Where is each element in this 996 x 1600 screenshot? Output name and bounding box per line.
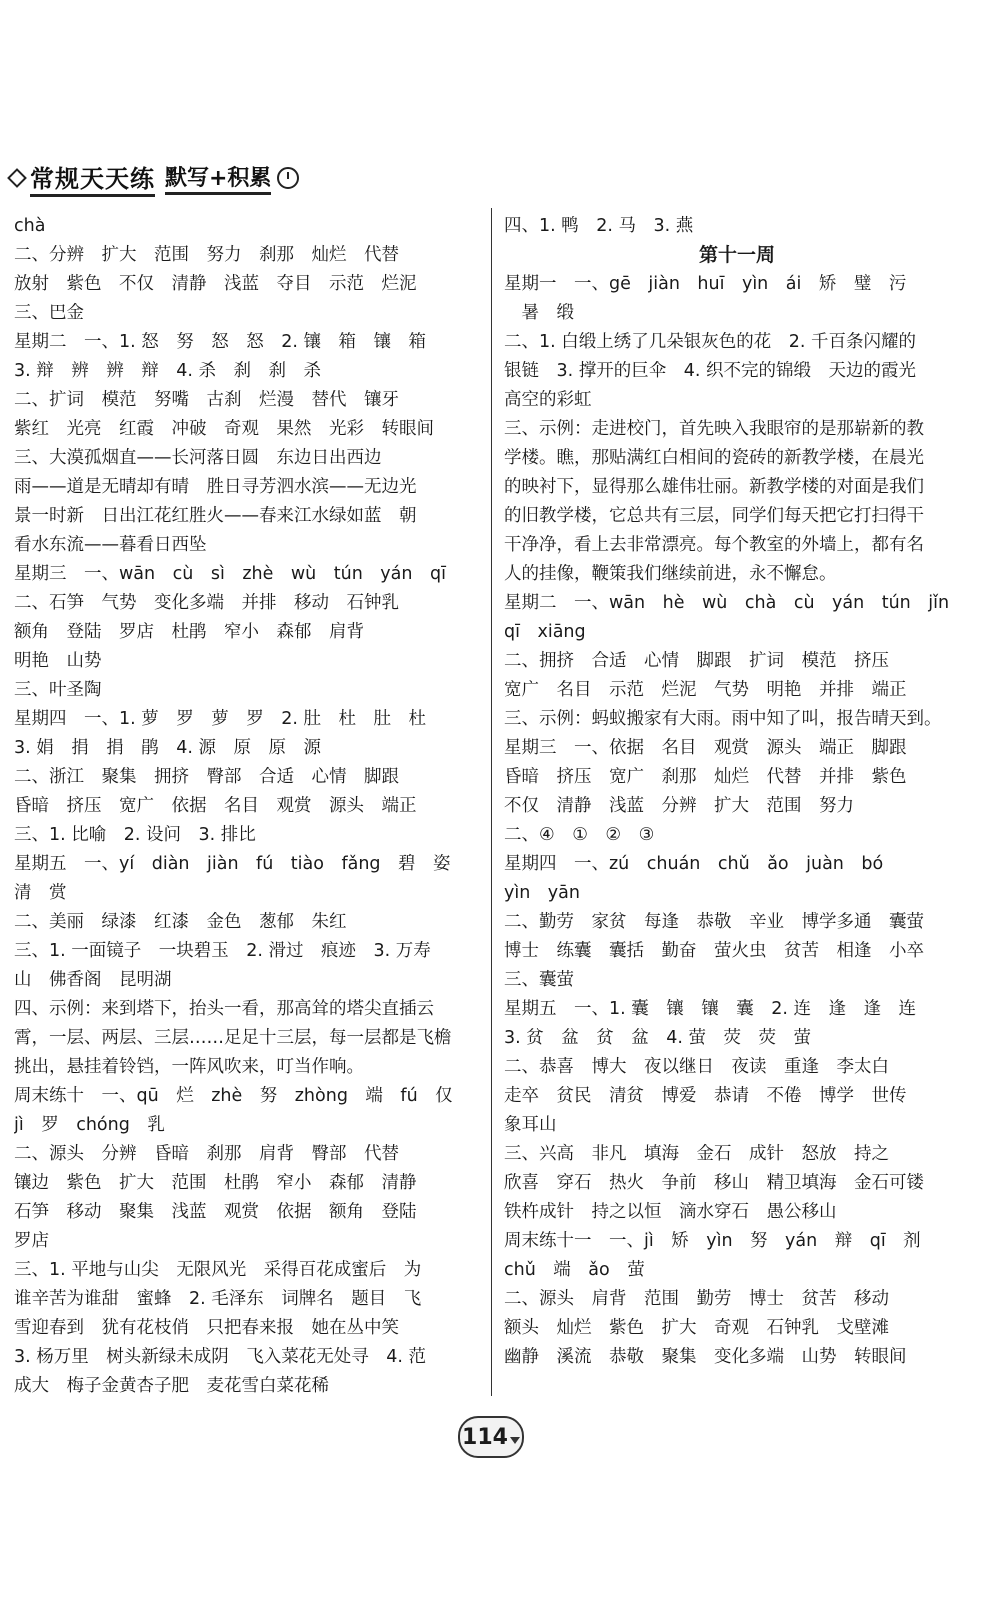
answer-line: 挑出，悬挂着铃铛，一阵风吹来，叮当作响。	[14, 1057, 364, 1077]
answer-line: 干净净，看上去非常漂亮。每个教室的外墙上，都有名	[504, 535, 924, 555]
answer-line: 暑 缎	[504, 303, 574, 323]
banner-title: 常规天天练	[30, 159, 155, 197]
answer-line: 昏暗 挤压 宽广 刹那 灿烂 代替 并排 紫色	[504, 767, 907, 787]
answer-line: 罗店	[14, 1231, 49, 1251]
answer-line: 二、美丽 绿漆 红漆 金色 葱郁 朱红	[14, 912, 347, 932]
answer-line: 二、恭喜 博大 夜以继日 夜读 重逢 李太白	[504, 1057, 889, 1077]
answer-line: 的旧教学楼，它总共有三层，同学们每天把它打扫得干	[504, 506, 924, 526]
answer-line: 额头 灿烂 紫色 扩大 奇观 石钟乳 戈壁滩	[504, 1318, 889, 1338]
answer-line: 石笋 移动 聚集 浅蓝 观赏 依据 额角 登陆	[14, 1202, 417, 1222]
answer-line: 清 赏	[14, 883, 67, 903]
answer-line: 霄，一层、两层、三层……足足十三层，每一层都是飞檐	[14, 1028, 452, 1048]
clock-icon	[277, 167, 299, 189]
answer-line: 雨——道是无晴却有晴 胜日寻芳泗水滨——无边光	[14, 477, 417, 497]
answer-line: 银链 3. 撑开的巨伞 4. 织不完的锦缎 天边的霞光	[504, 361, 917, 381]
answer-line: 不仅 清静 浅蓝 分辨 扩大 范围 努力	[504, 796, 854, 816]
page-number: 114	[462, 1424, 508, 1450]
answer-line: 星期四 一、zú chuán chǔ ǎo juàn bó	[504, 854, 884, 874]
answer-line: 博士 练囊 囊括 勤奋 萤火虫 贫苦 相逢 小卒	[504, 941, 924, 961]
answer-line: 的映衬下，显得那么雄伟壮丽。新教学楼的对面是我们	[504, 477, 924, 497]
answer-line: 象耳山	[504, 1115, 557, 1135]
answer-line: 景一时新 日出江花红胜火——春来江水绿如蓝 朝	[14, 506, 417, 526]
answer-line: 星期一 一、gē jiàn huī yìn ái 矫 璧 污	[504, 274, 907, 294]
answer-line: 三、示例：走进校门，首先映入我眼帘的是那崭新的教	[504, 419, 924, 439]
page-number-badge	[458, 1416, 524, 1458]
answer-line: 星期二 一、1. 怒 努 怒 怒 2. 镶 箱 镶 箱	[14, 332, 427, 352]
answer-line: 三、大漠孤烟直——长河落日圆 东边日出西边	[14, 448, 382, 468]
left-column	[14, 212, 482, 1401]
answer-line: 二、勤劳 家贫 每逢 恭敬 辛业 博学多通 囊萤	[504, 912, 924, 932]
answer-line: 3. 辩 辨 辨 辩 4. 杀 刹 刹 杀	[14, 361, 322, 381]
answer-line: 四、1. 鸭 2. 马 3. 燕	[504, 216, 694, 236]
answer-line: 四、示例：来到塔下，抬头一看，那高耸的塔尖直插云	[14, 999, 434, 1019]
answer-line: 铁杵成针 持之以恒 滴水穿石 愚公移山	[504, 1202, 837, 1222]
answer-line: 3. 娟 捐 捐 鹃 4. 源 原 原 源	[14, 738, 322, 758]
answer-line: 走卒 贫民 清贫 博爱 恭请 不倦 博学 世传	[504, 1086, 907, 1106]
answer-line: 周末练十 一、qū 烂 zhè 努 zhòng 端 fú 仅	[14, 1086, 453, 1106]
answer-line: 镶边 紫色 扩大 范围 杜鹃 窄小 森郁 清静	[14, 1173, 417, 1193]
answer-line: 三、兴高 非凡 填海 金石 成针 怒放 持之	[504, 1144, 889, 1164]
answer-line: 欣喜 穿石 热火 争前 移山 精卫填海 金石可镂	[504, 1173, 924, 1193]
answer-line: 放射 紫色 不仅 清静 浅蓝 夺目 示范 烂泥	[14, 274, 417, 294]
answer-line: 二、源头 肩背 范围 勤劳 博士 贫苦 移动	[504, 1289, 889, 1309]
column-divider	[491, 208, 492, 1396]
answer-line: 星期三 一、依据 名目 观赏 源头 端正 脚跟	[504, 738, 907, 758]
answer-line: 三、叶圣陶	[14, 680, 102, 700]
answer-line: 谁辛苦为谁甜 蜜蜂 2. 毛泽东 词牌名 题目 飞	[14, 1289, 422, 1309]
answer-line: 二、分辨 扩大 范围 努力 刹那 灿烂 代替	[14, 245, 399, 265]
answer-line: 学楼。瞧，那贴满红白相间的瓷砖的新教学楼，在晨光	[504, 448, 924, 468]
answer-line: 三、1. 一面镜子 一块碧玉 2. 滑过 痕迹 3. 万寿	[14, 941, 431, 961]
answer-line: 二、浙江 聚集 拥挤 臀部 合适 心情 脚跟	[14, 767, 399, 787]
answer-line: 人的挂像，鞭策我们继续前进，永不懈怠。	[504, 564, 837, 584]
answer-line: yìn yān	[504, 883, 580, 903]
answer-line: 二、④ ① ② ③	[504, 825, 655, 845]
answer-line: 幽静 溪流 恭敬 聚集 变化多端 山势 转眼间	[504, 1347, 907, 1367]
right-column	[504, 212, 970, 1372]
answer-line: 星期五 一、yí diàn jiàn fú tiào fǎng 碧 姿	[14, 854, 451, 874]
answer-line: 额角 登陆 罗店 杜鹃 窄小 森郁 肩背	[14, 622, 364, 642]
answer-line: 二、扩词 模范 努嘴 古刹 烂漫 替代 镶牙	[14, 390, 399, 410]
answer-line: 昏暗 挤压 宽广 依据 名目 观赏 源头 端正	[14, 796, 417, 816]
section-banner	[10, 160, 340, 196]
answer-line: 星期五 一、1. 囊 镶 镶 囊 2. 连 逢 逢 连	[504, 999, 917, 1019]
answer-line: 成大 梅子金黄杏子肥 麦花雪白菜花稀	[14, 1376, 329, 1396]
answer-line: 二、1. 白缎上绣了几朵银灰色的花 2. 千百条闪耀的	[504, 332, 917, 352]
answer-line: 高空的彩虹	[504, 390, 592, 410]
answer-line: chà	[14, 216, 46, 236]
answer-line: 第十一周	[698, 244, 775, 266]
answer-line: 3. 贫 盆 贫 盆 4. 萤 荧 荧 萤	[504, 1028, 812, 1048]
answer-line: 雪迎春到 犹有花枝俏 只把春来报 她在丛中笑	[14, 1318, 399, 1338]
answer-line: 看水东流——暮看日西坠	[14, 535, 207, 555]
triangle-icon	[510, 1437, 520, 1444]
answer-line: 明艳 山势	[14, 651, 102, 671]
answer-line: 周末练十一 一、jì 矫 yìn 努 yán 辩 qī 剂	[504, 1231, 921, 1251]
answer-line: 三、1. 比喻 2. 设问 3. 排比	[14, 825, 256, 845]
answer-line: 3. 杨万里 树头新绿未成阴 飞入菜花无处寻 4. 范	[14, 1347, 427, 1367]
answer-line: 紫红 光亮 红霞 冲破 奇观 果然 光彩 转眼间	[14, 419, 434, 439]
diamond-icon	[7, 168, 27, 188]
answer-line: 二、石笋 气势 变化多端 并排 移动 石钟乳	[14, 593, 399, 613]
answer-line: 星期四 一、1. 萝 罗 萝 罗 2. 肚 杜 肚 杜	[14, 709, 427, 729]
answer-line: chǔ 端 ǎo 萤	[504, 1260, 645, 1280]
answer-line: jì 罗 chóng 乳	[14, 1115, 165, 1135]
answer-line: 宽广 名目 示范 烂泥 气势 明艳 并排 端正	[504, 680, 907, 700]
answer-line: 三、囊萤	[504, 970, 574, 990]
answer-line: 山 佛香阁 昆明湖	[14, 970, 172, 990]
answer-line: 星期二 一、wān hè wù chà cù yán tún jǐn	[504, 593, 950, 613]
answer-line: 二、源头 分辨 昏暗 刹那 肩背 臀部 代替	[14, 1144, 399, 1164]
answer-line: 三、示例：蚂蚁搬家有大雨。雨中知了叫，报告晴天到。	[504, 709, 942, 729]
answer-line: 星期三 一、wān cù sì zhè wù tún yán qī	[14, 564, 446, 584]
answer-line: 三、巴金	[14, 303, 84, 323]
answer-line: qī xiāng	[504, 622, 586, 642]
banner-subtitle: 默写+积累	[165, 161, 271, 195]
answer-line: 三、1. 平地与山尖 无限风光 采得百花成蜜后 为	[14, 1260, 422, 1280]
answer-line: 二、拥挤 合适 心情 脚跟 扩词 模范 挤压	[504, 651, 889, 671]
